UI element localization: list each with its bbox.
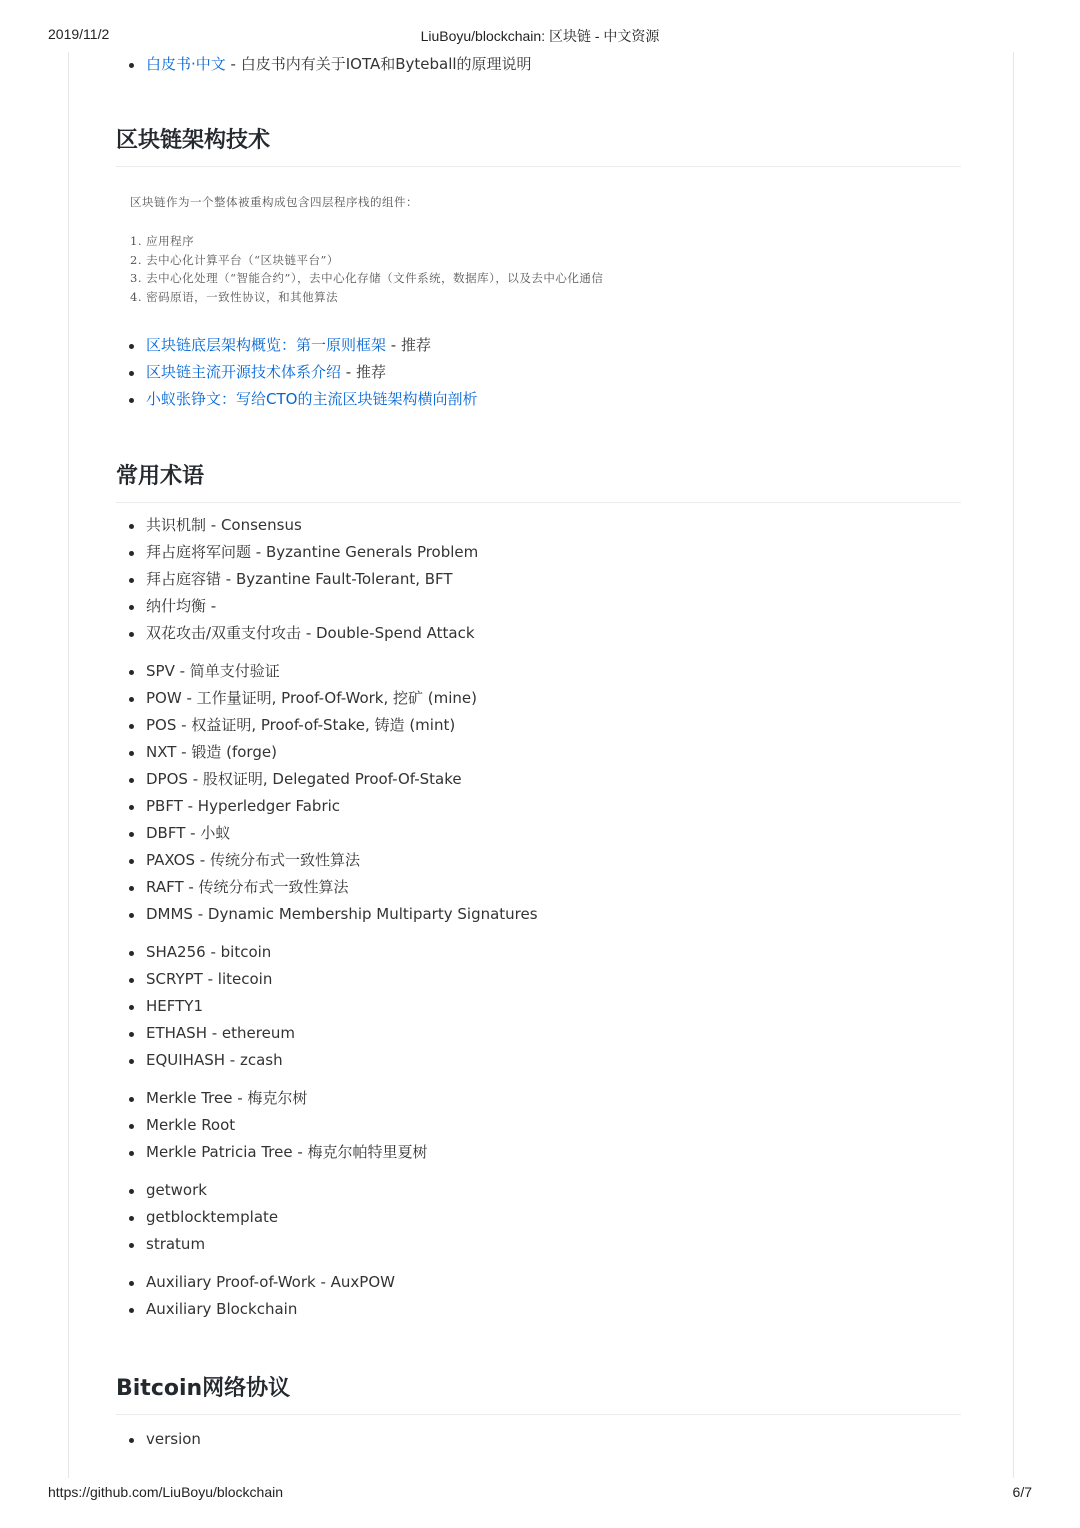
- print-url: https://github.com/LiuBoyu/blockchain: [48, 1484, 284, 1500]
- list-item: POS - 权益证明, Proof-of-Stake, 铸造 (mint): [116, 712, 538, 739]
- architecture-code-block: [130, 194, 603, 306]
- list-item: HEFTY1: [116, 993, 538, 1020]
- list-item: getwork: [116, 1177, 538, 1204]
- code-line: 3. 去中心化处理（“智能合约”），去中心化存储（文件系统，数据库），以及去中心化通信: [130, 271, 604, 285]
- list-item: 区块链底层架构概览：第一原则框架 - 推荐: [116, 332, 477, 359]
- list-item: Auxiliary Proof-of-Work - AuxPOW: [116, 1269, 538, 1296]
- list-gap: [116, 928, 538, 939]
- list-item: 白皮书·中文 - 白皮书内有关于IOTA和Byteball的原理说明: [116, 51, 532, 78]
- code-line: 1. 应用程序: [130, 234, 195, 248]
- whitepaper-list: [116, 51, 532, 78]
- print-header: [0, 26, 1080, 44]
- list-item: DBFT - 小蚁: [116, 820, 538, 847]
- code-intro: 区块链作为一个整体被重构成包含四层程序栈的组件：: [130, 195, 418, 209]
- bitcoin-protocol-list: [116, 1426, 201, 1453]
- list-item: PBFT - Hyperledger Fabric: [116, 793, 538, 820]
- arch-link[interactable]: 区块链底层架构概览：第一原则框架: [146, 336, 387, 354]
- list-item: Merkle Patricia Tree - 梅克尔帕特里夏树: [116, 1139, 538, 1166]
- arch-link[interactable]: 区块链主流开源技术体系介绍: [146, 363, 342, 381]
- list-item: RAFT - 传统分布式一致性算法: [116, 874, 538, 901]
- print-date: 2019/11/2: [48, 26, 110, 42]
- list-item: EQUIHASH - zcash: [116, 1047, 538, 1074]
- whitepaper-link[interactable]: 白皮书·中文: [146, 55, 226, 73]
- list-item: ETHASH - ethereum: [116, 1020, 538, 1047]
- heading-bitcoin-protocol: Bitcoin网络协议: [116, 1374, 961, 1415]
- code-line: 2. 去中心化计算平台（“区块链平台”）: [130, 252, 339, 267]
- code-line: 4. 密码原语，一致性协议，和其他算法: [130, 289, 339, 304]
- list-gap: [116, 1074, 538, 1085]
- heading-architecture: 区块链架构技术: [116, 126, 961, 167]
- arch-link[interactable]: 小蚁张铮文：写给CTO的主流区块链架构横向剖析: [146, 390, 478, 408]
- list-item: 区块链主流开源技术体系介绍 - 推荐: [116, 359, 477, 386]
- list-gap: [116, 1258, 538, 1269]
- print-page-number: 6/7: [1012, 1484, 1032, 1500]
- list-item: Merkle Root: [116, 1112, 538, 1139]
- list-item: PAXOS - 传统分布式一致性算法: [116, 847, 538, 874]
- list-item: stratum: [116, 1231, 538, 1258]
- list-item: Merkle Tree - 梅克尔树: [116, 1085, 538, 1112]
- architecture-links: [116, 332, 477, 413]
- list-item: SPV - 简单支付验证: [116, 658, 538, 685]
- list-item: 双花攻击/双重支付攻击 - Double-Spend Attack: [116, 620, 538, 647]
- list-item: getblocktemplate: [116, 1204, 538, 1231]
- list-item: SHA256 - bitcoin: [116, 939, 538, 966]
- list-item: POW - 工作量证明, Proof-Of-Work, 挖矿 (mine): [116, 685, 538, 712]
- list-item: 共识机制 - Consensus: [116, 512, 538, 539]
- list-item: [116, 386, 477, 413]
- print-title: LiuBoyu/blockchain: 区块链 - 中文资源: [420, 28, 660, 44]
- print-footer: [0, 1484, 1080, 1502]
- list-item: Auxiliary Blockchain: [116, 1296, 538, 1323]
- list-item: NXT - 锻造 (forge): [116, 739, 538, 766]
- heading-terms: 常用术语: [116, 462, 961, 503]
- list-gap: [116, 647, 538, 658]
- list-item: 拜占庭容错 - Byzantine Fault-Tolerant, BFT: [116, 566, 538, 593]
- list-gap: [116, 1166, 538, 1177]
- list-item: DMMS - Dynamic Membership Multiparty Signatures: [116, 901, 538, 928]
- list-item: SCRYPT - litecoin: [116, 966, 538, 993]
- list-item: version: [116, 1426, 201, 1453]
- list-item: 拜占庭将军问题 - Byzantine Generals Problem: [116, 539, 538, 566]
- list-item: DPOS - 股权证明, Delegated Proof-Of-Stake: [116, 766, 538, 793]
- list-item: 纳什均衡 -: [116, 593, 538, 620]
- terms-list: [116, 512, 538, 1323]
